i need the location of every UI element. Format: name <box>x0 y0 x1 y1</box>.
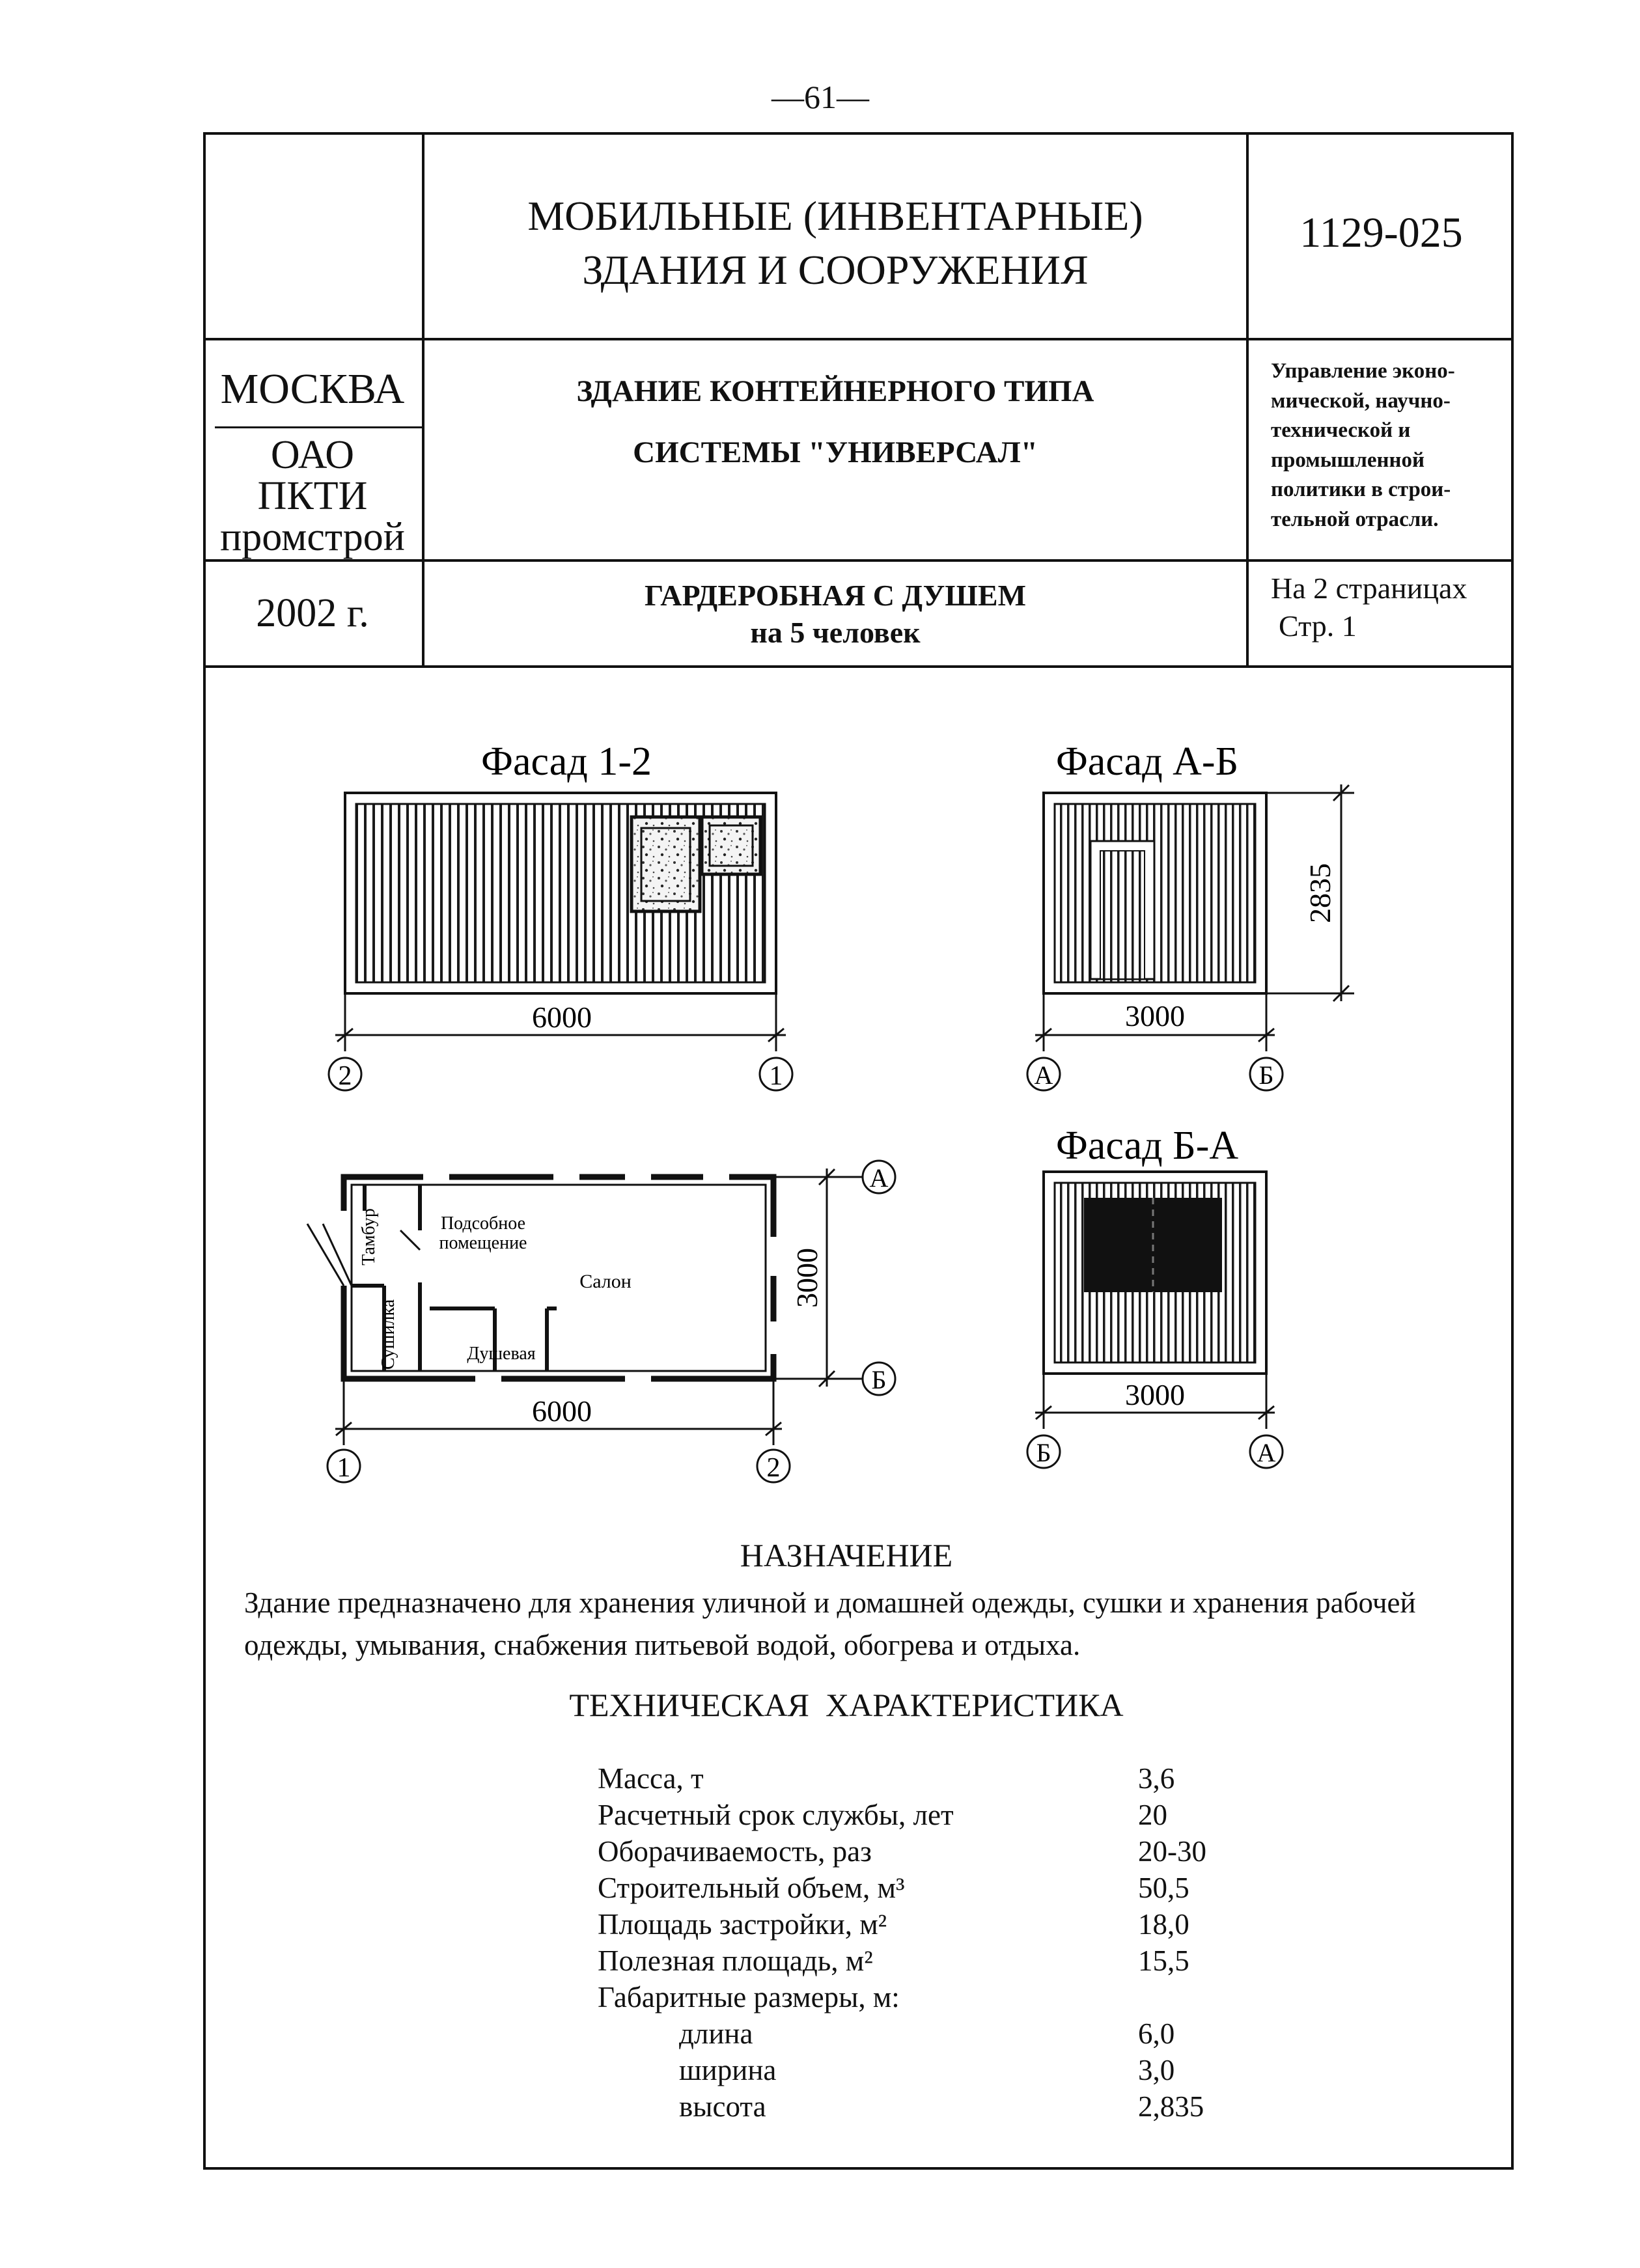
building-line2: СИСТЕМЫ "УНИВЕРСАЛ" <box>633 436 1038 469</box>
facade-a-b-width: 3000 <box>1125 999 1185 1032</box>
spec-row <box>598 1979 1262 2015</box>
axis-label: 2 <box>338 1061 352 1091</box>
spec-value: 6,0 <box>1138 2017 1175 2050</box>
spec-label: Полезная площадь, м² <box>598 1944 873 1977</box>
spec-label: высота <box>679 2090 766 2123</box>
series-title-line2: ЗДАНИЯ И СООРУЖЕНИЯ <box>582 247 1089 293</box>
facade-b-a-title: Фасад Б-А <box>1055 1124 1239 1168</box>
org-line1: ОАО <box>270 432 355 477</box>
spec-value: 3,0 <box>1138 2054 1175 2086</box>
city: МОСКВА <box>220 365 405 413</box>
purpose-text <box>244 1582 1520 1667</box>
facade-a-b <box>1027 740 1354 1090</box>
room-shower: Душевая <box>467 1344 536 1364</box>
facade-1-2-width: 6000 <box>532 1001 592 1034</box>
spec-row <box>598 2015 1262 2052</box>
purpose-line2: одежды, умывания, снабжения питьевой водой, обогрева и отдыха. <box>244 1629 1081 1662</box>
facade-a-b-height: 2835 <box>1303 863 1337 923</box>
pages-line1: На 2 страницах <box>1271 572 1467 605</box>
spec-label: Строительный объем, м³ <box>598 1872 905 1904</box>
subtitle-line1: ГАРДЕРОБНАЯ С ДУШЕМ <box>644 578 1027 612</box>
room-utility: Подсобное <box>440 1213 526 1234</box>
authority-line: технической и <box>1271 419 1411 443</box>
authority-line: политики в строи- <box>1271 478 1451 502</box>
spec-row <box>598 1797 1262 1833</box>
spec-row <box>598 2052 1262 2088</box>
spec-label: Масса, т <box>598 1762 704 1795</box>
spec-row <box>598 1833 1262 1870</box>
spec-value: 15,5 <box>1138 1944 1189 1977</box>
authority-line: промышленной <box>1271 448 1425 472</box>
spec-value: 2,835 <box>1138 2090 1204 2123</box>
building-line1: ЗДАНИЕ КОНТЕЙНЕРНОГО ТИПА <box>576 374 1094 408</box>
plan-width: 6000 <box>532 1394 592 1428</box>
authority-line: мической, научно- <box>1271 389 1451 413</box>
room-dryer: Сушилка <box>378 1299 398 1370</box>
spec-row <box>598 2088 1262 2125</box>
axis-label: А <box>1257 1438 1276 1467</box>
spec-row <box>598 1760 1262 1797</box>
subtitle-line2: на 5 человек <box>750 616 921 649</box>
spec-value: 18,0 <box>1138 1908 1189 1941</box>
axis-label: Б <box>1258 1060 1274 1090</box>
spec-row <box>598 1943 1262 1979</box>
axis-label: Б <box>871 1365 887 1394</box>
spec-value: 3,6 <box>1138 1762 1175 1795</box>
authority-line: тельной отрасли. <box>1271 507 1439 531</box>
spec-label: Площадь застройки, м² <box>598 1908 887 1941</box>
page-number: —61— <box>771 79 869 115</box>
floor-plan <box>307 1161 895 1483</box>
axis-label: Б <box>1036 1438 1051 1467</box>
spec-label: ширина <box>679 2054 777 2086</box>
document-code: 1129-025 <box>1299 209 1463 256</box>
spec-value: 20-30 <box>1138 1835 1206 1868</box>
room-utility: помещение <box>439 1233 527 1253</box>
facade-b-a-width: 3000 <box>1125 1378 1185 1411</box>
authority-line: Управление эконо- <box>1271 359 1455 383</box>
org-line2: ПКТИ <box>257 473 368 518</box>
pages-line2: Стр. 1 <box>1279 609 1357 643</box>
spec-label: длина <box>679 2017 753 2050</box>
series-title-line1: МОБИЛЬНЫЕ (ИНВЕНТАРНЫЕ) <box>527 192 1143 239</box>
specs-title: ТЕХНИЧЕСКАЯ ХАРАКТЕРИСТИКА <box>569 1687 1124 1723</box>
facade-1-2-title: Фасад 1-2 <box>481 740 652 784</box>
spec-row <box>598 1906 1262 1943</box>
facade-1-2 <box>329 740 792 1091</box>
axis-label: А <box>1034 1060 1053 1090</box>
axis-label: А <box>869 1163 889 1193</box>
room-salon: Салон <box>579 1271 632 1292</box>
purpose-line1: Здание предназначено для хранения уличной и домашней одежды, сушки и хранения рабочей <box>244 1586 1416 1619</box>
spec-label: Расчетный срок службы, лет <box>598 1799 954 1831</box>
facade-a-b-title: Фасад А-Б <box>1055 740 1239 784</box>
spec-value: 20 <box>1138 1799 1167 1831</box>
spec-label: Габаритные размеры, м: <box>598 1981 900 2013</box>
org-line3: промстрой <box>220 515 405 560</box>
axis-label: 1 <box>769 1061 783 1091</box>
spec-row <box>598 1870 1262 1906</box>
axis-label: 1 <box>337 1453 351 1483</box>
room-vestibule: Тамбур <box>359 1208 379 1265</box>
year: 2002 г. <box>256 591 369 635</box>
specs-table <box>598 1760 1262 2125</box>
purpose-title: НАЗНАЧЕНИЕ <box>740 1537 953 1573</box>
axis-label: 2 <box>766 1453 781 1483</box>
spec-value: 50,5 <box>1138 1872 1189 1904</box>
facade-b-a <box>1027 1124 1283 1468</box>
spec-label: Оборачиваемость, раз <box>598 1835 872 1868</box>
plan-depth: 3000 <box>790 1248 824 1308</box>
